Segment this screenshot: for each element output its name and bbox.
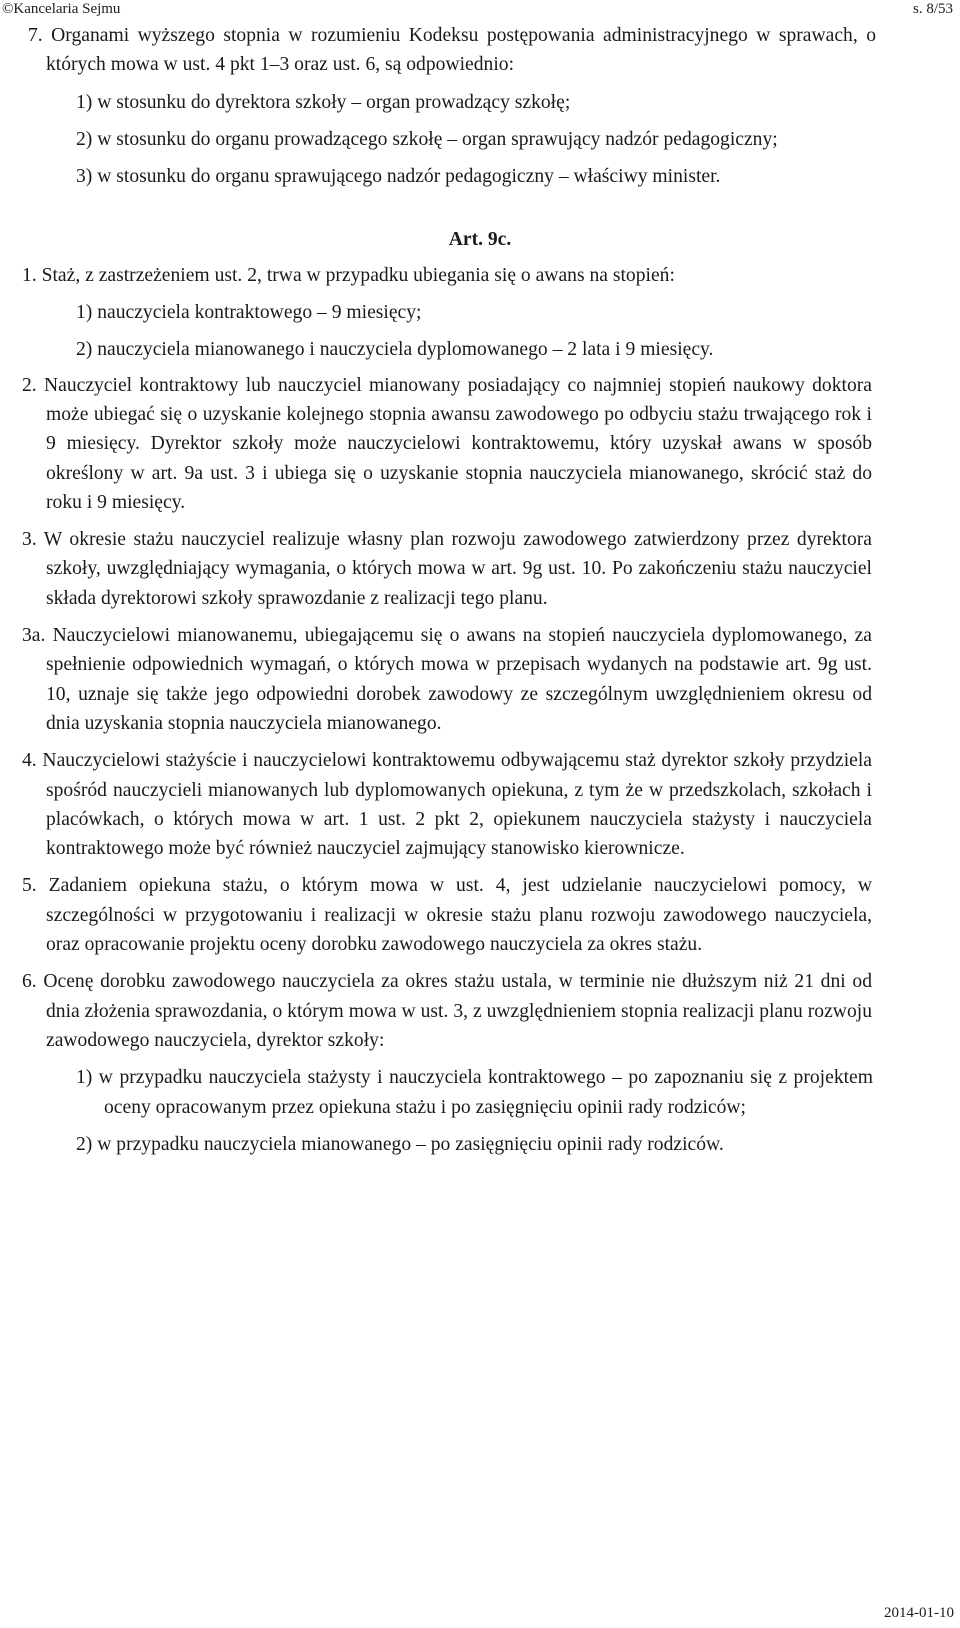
paragraph-6: 6. Ocenę dorobku zawodowego nauczyciela za okres stażu ustala, w terminie nie dłuższym niż 21 dni od dnia złożenia sprawozdania, o którym mowa w ust. 3, z uwzględnieniem stopnia realizacji planu rozwoju zawodowego nauczyciela, dyrektor szkoły: [22,971,872,1051]
list-item: 1) w przypadku nauczyciela stażysty i nauczyciela kontraktowego – po zapoznaniu się z projektem oceny opracowanym przez opiekuna stażu i po zasięgnięciu opinii rady rodziców; [76,1067,873,1118]
paragraph-1: 1. Staż, z zastrzeżeniem ust. 2, trwa w przypadku ubiegania się o awans na stopień: [22,264,675,286]
article-title: Art. 9c. [448,229,512,251]
document-date: 2014-01-10 [884,1605,954,1621]
list-item: 1) w stosunku do dyrektora szkoły – organ prowadzący szkołę; [76,91,571,113]
paragraph-4: 4. Nauczycielowi stażyście i nauczycielowi kontraktowemu odbywającemu staż dyrektor szkoły przydziela spośród nauczycieli mianowanych lub dyplomowanych opiekuna, z tym że w przedszkolach, szkołach i placówkach, o których mowa w art. 1 ust. 2 pkt 2, opiekunem nauczyciela stażysty i nauczyciela kontraktowego może być również nauczyciel zajmujący stanowisko kierownicze. [22,750,872,860]
paragraph-5: 5. Zadaniem opiekuna stażu, o którym mowa w ust. 4, jest udzielanie nauczycielowi pomocy, w szczególności w przygotowaniu i realizacji w okresie stażu planu rozwoju zawodowego nauczyciela, oraz opracowanie projektu oceny dorobku zawodowego nauczyciela za okres stażu. [22,875,872,956]
paragraph-3a: 3a. Nauczycielowi mianowanemu, ubiegającemu się o awans na stopień nauczyciela dyplomowanego, za spełnienie odpowiednich wymagań, o których mowa w przepisach wydanych na podstawie art. 9g ust. 10, uznaje się także jego odpowiedni dorobek zawodowy ze szczególnym uwzględnieniem okresu od dnia uzyskania stopnia nauczyciela mianowanego. [22,625,872,734]
list-item: 3) w stosunku do organu sprawującego nadzór pedagogiczny – właściwy minister. [76,166,721,188]
list-item: 1) nauczyciela kontraktowego – 9 miesięcy; [76,302,422,324]
list-item: 2) w stosunku do organu prowadzącego szkołę – organ sprawujący nadzór pedagogiczny; [76,128,778,150]
paragraph-2: 2. Nauczyciel kontraktowy lub nauczyciel mianowany posiadający co najmniej stopień naukowy doktora może ubiegać się o uzyskanie kolejnego stopnia awansu zawodowego po odbyciu stażu trwającego rok i 9 miesięcy. Dyrektor szkoły może nauczycielowi kontraktowemu, który uzyskał awans w sposób określony w art. 9a ust. 3 i ubiega się o uzyskanie stopnia nauczyciela mianowanego, skrócić staż do roku i 9 miesięcy. [22,374,872,513]
document-body [0,21,960,1159]
copyright-header: ©Kancelaria Sejmu [2,1,121,17]
paragraph-7: 7. Organami wyższego stopnia w rozumieniu Kodeksu postępowania administracyjnego w sprawach, o których mowa w ust. 4 pkt 1–3 oraz ust. 6, są odpowiednio: [28,25,876,76]
list-item: 2) nauczyciela mianowanego i nauczyciela dyplomowanego – 2 lata i 9 miesięcy. [76,339,714,361]
paragraph-3: 3. W okresie stażu nauczyciel realizuje własny plan rozwoju zawodowego zatwierdzony przez dyrektora szkoły, uwzględniający wymagania, o których mowa w art. 9g ust. 10. Po zakończeniu stażu nauczyciel składa dyrektorowi szkoły sprawozdanie z realizacji tego planu. [22,529,872,609]
list-item: 2) w przypadku nauczyciela mianowanego – po zasięgnięciu opinii rady rodziców. [76,1133,724,1155]
page-number: s. 8/53 [912,1,953,17]
